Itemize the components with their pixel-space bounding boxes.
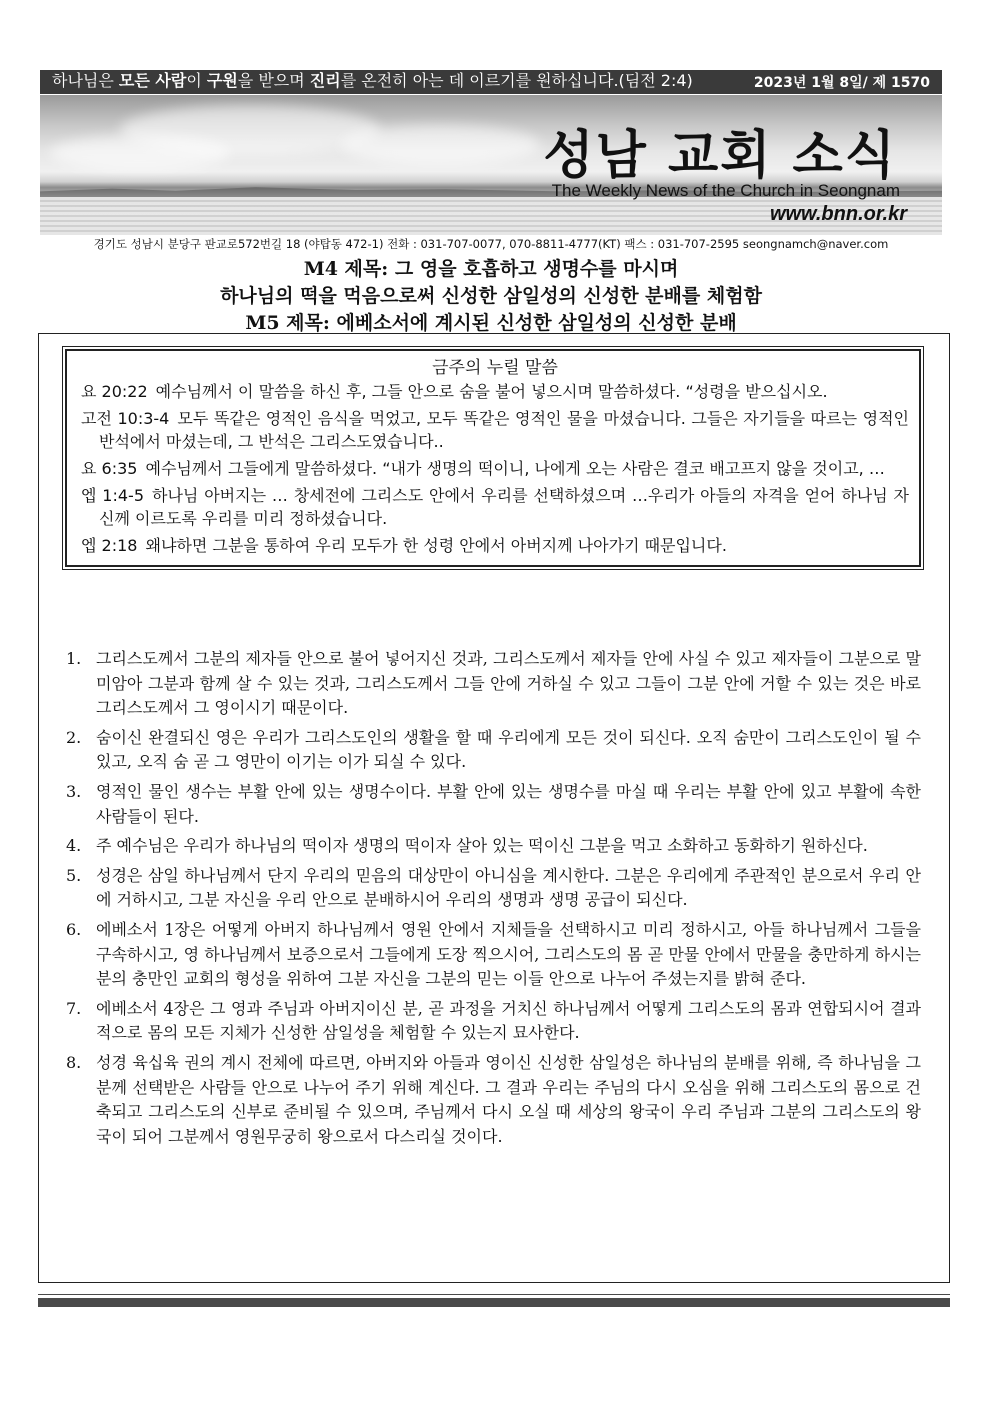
list-item: 8. 성경 육십육 권의 계시 전체에 따르면, 아버지와 아들과 영이신 신성한 삼일성은 하나님의 분배를 위해, 즉 하나님을 그분께 선택받은 사람들 안으로 나누어 주기 위해 계신다. 그 결과 우리는 주님의 다시 오심을 위해 그리스도의 몸으로 건축되고 그리스도의 신부로 준비될 수 있으며, 주님께서 다시 오실 때 세상의 왕국이 우리 주님과 그분의 그리스도의 왕국이 되어 그분께서 영원무궁히 왕으로서 다스리실 것이다.: [66, 1052, 921, 1146]
list-item: 2. 숨이신 완결되신 영은 우리가 그리스도인의 생활을 할 때 우리에게 모든 것이 되신다. 오직 숨만이 그리스도인이 될 수 있고, 오직 숨 곧 그 영만이 이기는 이가 되실 수 있다.: [66, 727, 921, 772]
headline-m4: M4 제목: 그 영을 호흡하고 생명수를 마시며: [303, 258, 679, 280]
list-item: 5. 성경은 삼일 하나님께서 단지 우리의 믿음의 대상만이 아니심을 계시한다. 그분은 우리에게 주관적인 분으로서 우리 안에 거하시고, 그분 자신을 우리 안으로 분배하시어 우리의 생명과 생명 공급이 되신다.: [66, 865, 921, 910]
newsletter-title: 성남 교회 소식: [543, 126, 897, 186]
message-headlines: [40, 256, 942, 337]
newsletter-subtitle: The Weekly News of the Church in Seongnam: [551, 181, 900, 200]
issue-date: 2023년 1월 8일/ 제 1570: [753, 75, 930, 91]
header-verse: 하나님은 모든 사람이 구원을 받으며 진리를 온전히 아는 데 이르기를 원하십니다.(딤전 2:4): [52, 70, 693, 90]
verses-title: 금주의 누릴 말씀: [432, 358, 558, 378]
verse-item: 고전 10:3-4 모두 똑같은 영적인 음식을 먹었고, 모두 똑같은 영적인 물을 마셨습니다. 그들은 자기들을 따르는 영적인 반석에서 마셨는데, 그 반석은 그리스도였습니다..: [81, 409, 909, 451]
top-banner-bar: [40, 70, 942, 94]
message-points-list: [66, 647, 921, 1154]
footer-divider: [38, 1298, 950, 1307]
list-item: 7. 에베소서 4장은 그 영과 주님과 아버지이신 분, 곧 과정을 거치신 하나님께서 어떻게 그리스도의 몸과 연합되시어 결과적으로 몸의 모든 지체가 신성한 삼일성을 체험할 수 있는지 묘사한다.: [66, 998, 921, 1043]
church-address: 경기도 성남시 분당구 판교로572번길 18 (야탑동 472-1) 전화 : 031-707-0077, 070-8811-4777(KT) 팩스 : 031-707-2595 seongnamch@naver.com: [93, 237, 889, 251]
list-item: 3. 영적인 물인 생수는 부활 안에 있는 생명수이다. 부활 안에 있는 생명수를 마실 때 우리는 부활 안에 있고 부활에 속한 사람들이 된다.: [66, 781, 921, 826]
header-banner-image: [40, 95, 942, 235]
weekly-verses-box: [65, 349, 921, 567]
verse-item: 요 6:35 예수님께서 그들에게 말씀하셨다. “내가 생명의 떡이니, 나에게 오는 사람은 결코 배고프지 않을 것이고, …: [81, 459, 885, 478]
verse-item: 엡 2:18 왜냐하면 그분을 통하여 우리 모두가 한 성령 안에서 아버지께 나아가기 때문입니다.: [81, 536, 727, 555]
headline-m5: M5 제목: 에베소서에 계시된 신성한 삼일성의 신성한 분배: [245, 312, 737, 334]
verse-item: 요 20:22 예수님께서 이 말씀을 하신 후, 그들 안으로 숨을 불어 넣으시며 말씀하셨다. “성령을 받으십시오.: [81, 382, 828, 401]
list-item: 4. 주 예수님은 우리가 하나님의 떡이자 생명의 떡이자 살아 있는 떡이신 그분을 먹고 소화하고 동화하기 원하신다.: [66, 836, 868, 856]
list-item: 6. 에베소서 1장은 어떻게 아버지 하나님께서 영원 안에서 지체들을 선택하시고 미리 정하시고, 아들 하나님께서 그들을 구속하시고, 영 하나님께서 보증으로서 그들에게 도장 찍으시어, 그리스도의 몸 곧 만물 안에서 만물을 충만하게 하시는 분의 충만인 교회의 형성을 위하여 그분 자신을 그분의 믿는 이들 안으로 나누어 주셨는지를 밝혀 준다.: [66, 919, 921, 989]
list-item: 1. 그리스도께서 그분의 제자들 안으로 불어 넣어지신 것과, 그리스도께서 제자들 안에 사실 수 있고 제자들이 그분으로 말미암아 그분과 함께 살 수 있는 것과, 그리스도께서 그들 안에 거하실 수 있고 그들이 그분 안에 거할 수 있는 것은 바로 그리스도께서 그 영이시기 때문이다.: [66, 649, 921, 718]
headline-m4-sub: 하나님의 떡을 먹음으로써 신성한 삼일성의 신성한 분배를 체험함: [220, 285, 762, 307]
verse-item: 엡 1:4-5 하나님 아버지는 … 창세전에 그리스도 안에서 우리를 선택하셨으며 …우리가 아들의 자격을 얻어 하나님 자신께 이르도록 우리를 미리 정하셨습니다.: [81, 486, 909, 528]
website-url[interactable]: www.bnn.or.kr: [769, 203, 907, 225]
